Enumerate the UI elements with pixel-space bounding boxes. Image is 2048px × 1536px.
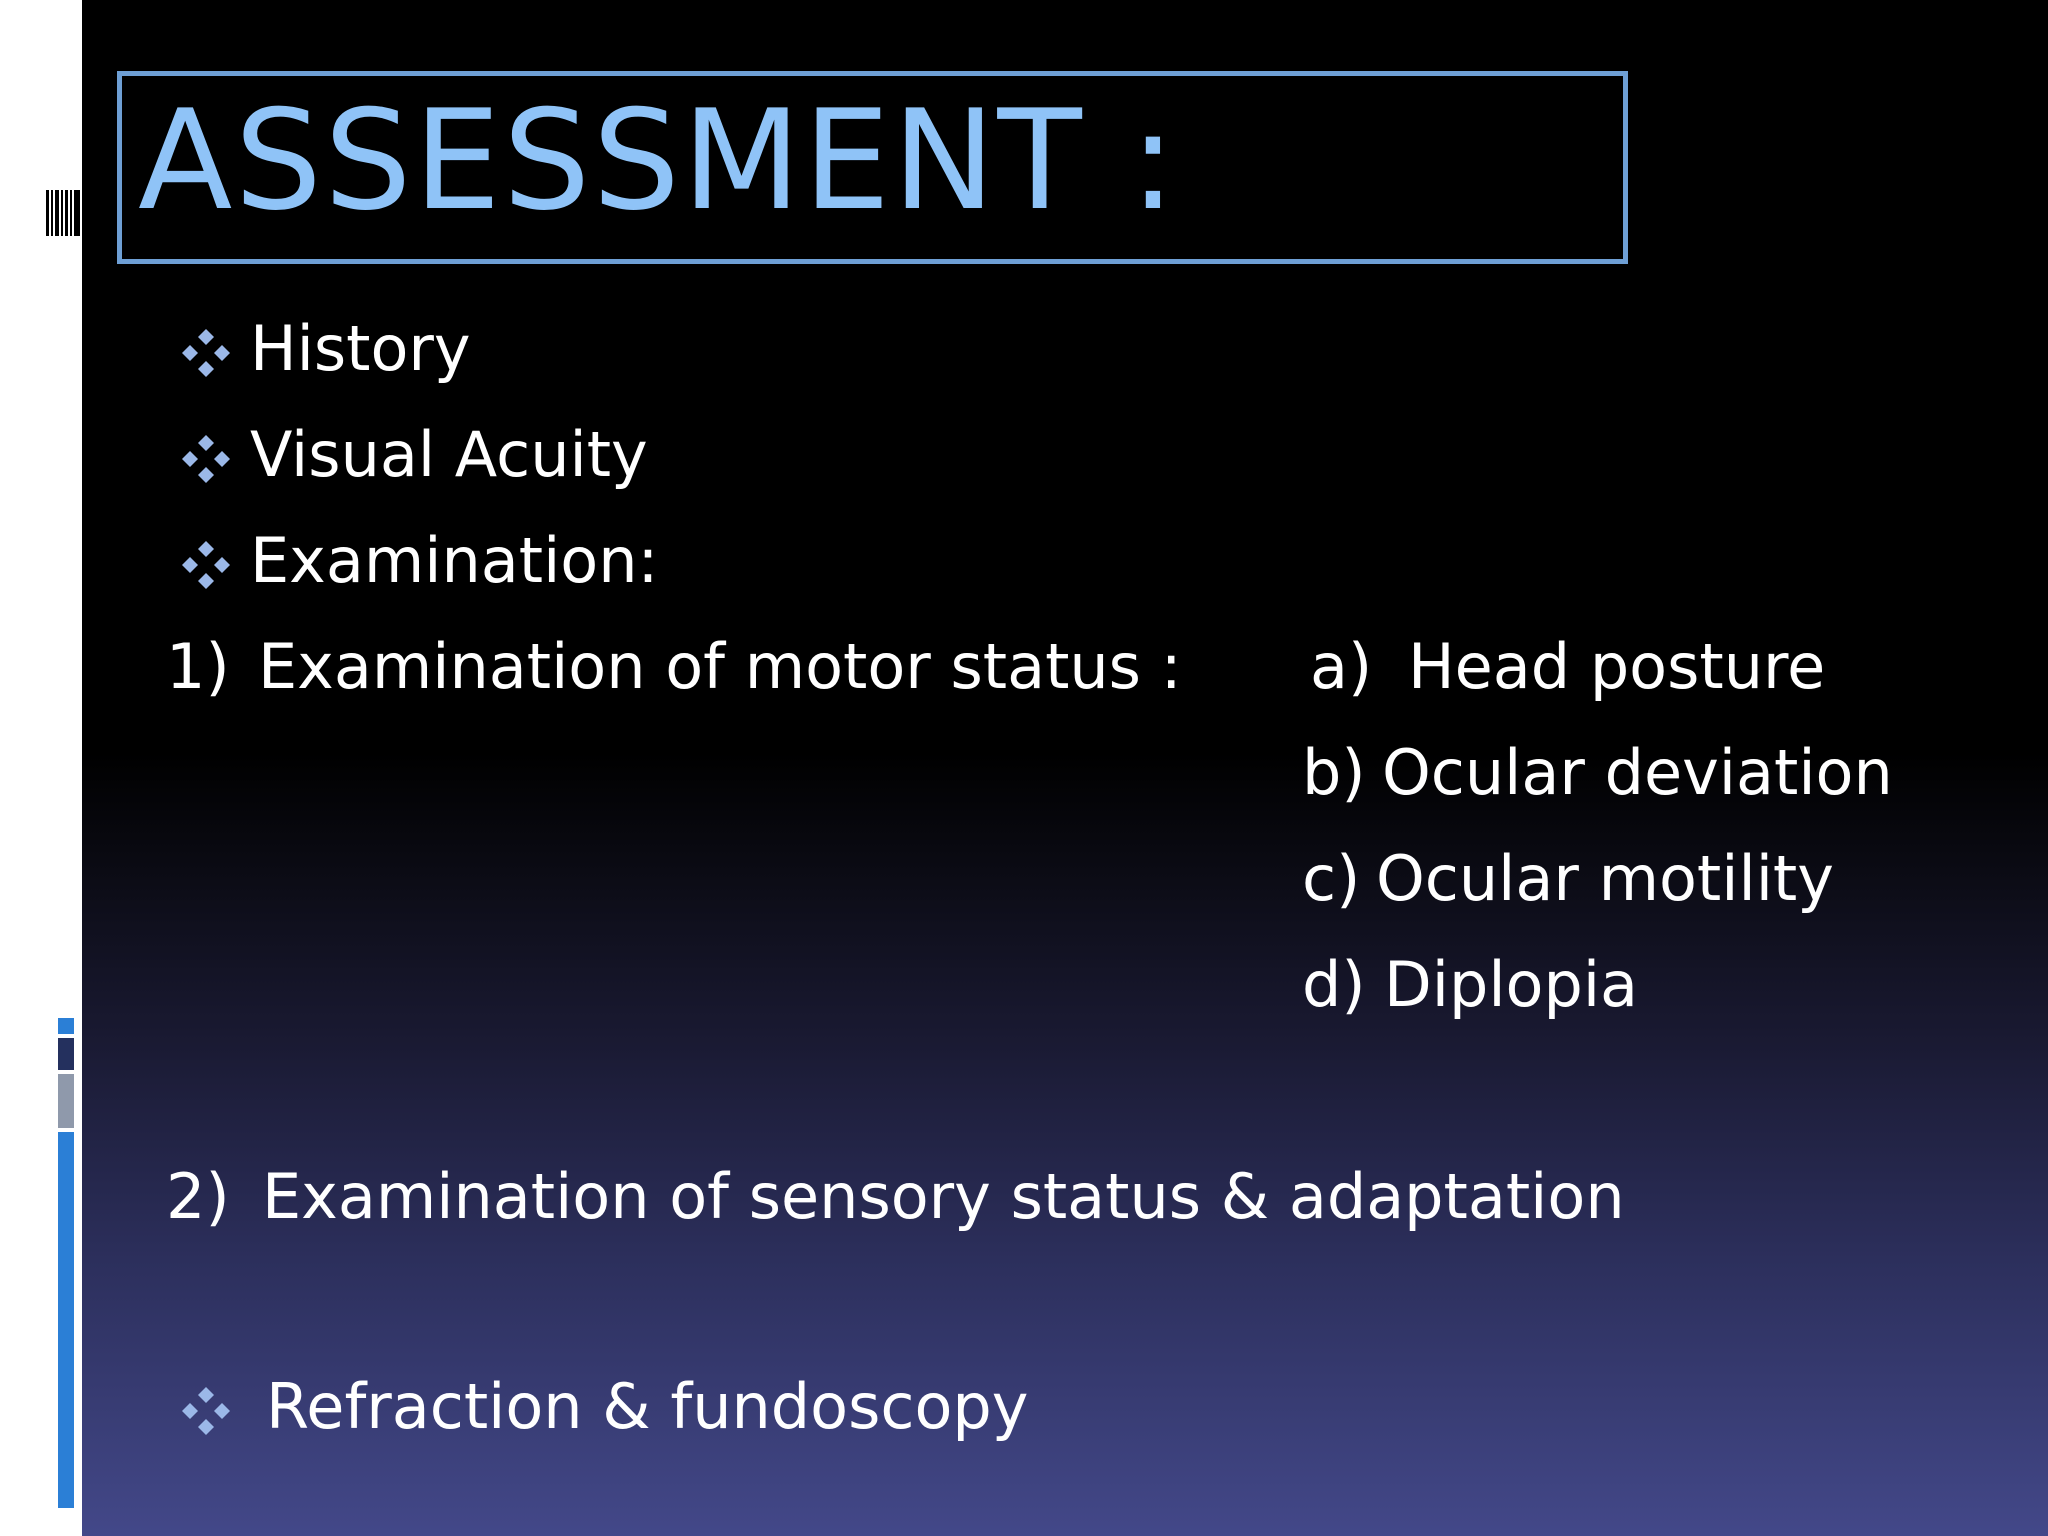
four-diamond-bullet-icon [178, 537, 234, 593]
motor-sub-item-head-posture: Head posture [1408, 630, 1826, 703]
four-diamond-bullet-icon [178, 1383, 234, 1439]
motor-sub-letter-a: a) [1310, 630, 1373, 703]
sensory-label: Examination of sensory status & adaptation [262, 1160, 1625, 1233]
bullet-item-refraction-fundoscopy: Refraction & fundoscopy [266, 1370, 1029, 1443]
bullet-item-visual-acuity: Visual Acuity [250, 418, 648, 491]
motor-sub-item-ocular-deviation: Ocular deviation [1382, 736, 1893, 809]
slide-title: ASSESSMENT : [138, 80, 1179, 241]
motor-sub-letter-b: b) [1302, 736, 1366, 809]
motor-sub-item-diplopia: Diplopia [1384, 948, 1639, 1021]
motor-number: 1) [166, 630, 230, 703]
motor-label: Examination of motor status : [258, 630, 1182, 703]
accent-bar-dark [58, 1038, 74, 1070]
accent-bar-top [58, 1018, 74, 1034]
barcode-stripes-icon [46, 190, 80, 236]
bullet-item-history: History [250, 312, 471, 385]
accent-bar-long [58, 1132, 74, 1508]
motor-sub-item-ocular-motility: Ocular motility [1376, 842, 1834, 915]
slide-sidebar [0, 0, 82, 1536]
sensory-number: 2) [166, 1160, 230, 1233]
four-diamond-bullet-icon [178, 431, 234, 487]
motor-sub-letter-d: d) [1302, 948, 1366, 1021]
bullet-item-examination: Examination: [250, 524, 659, 597]
accent-bar-gray [58, 1074, 74, 1128]
motor-sub-letter-c: c) [1302, 842, 1361, 915]
four-diamond-bullet-icon [178, 325, 234, 381]
